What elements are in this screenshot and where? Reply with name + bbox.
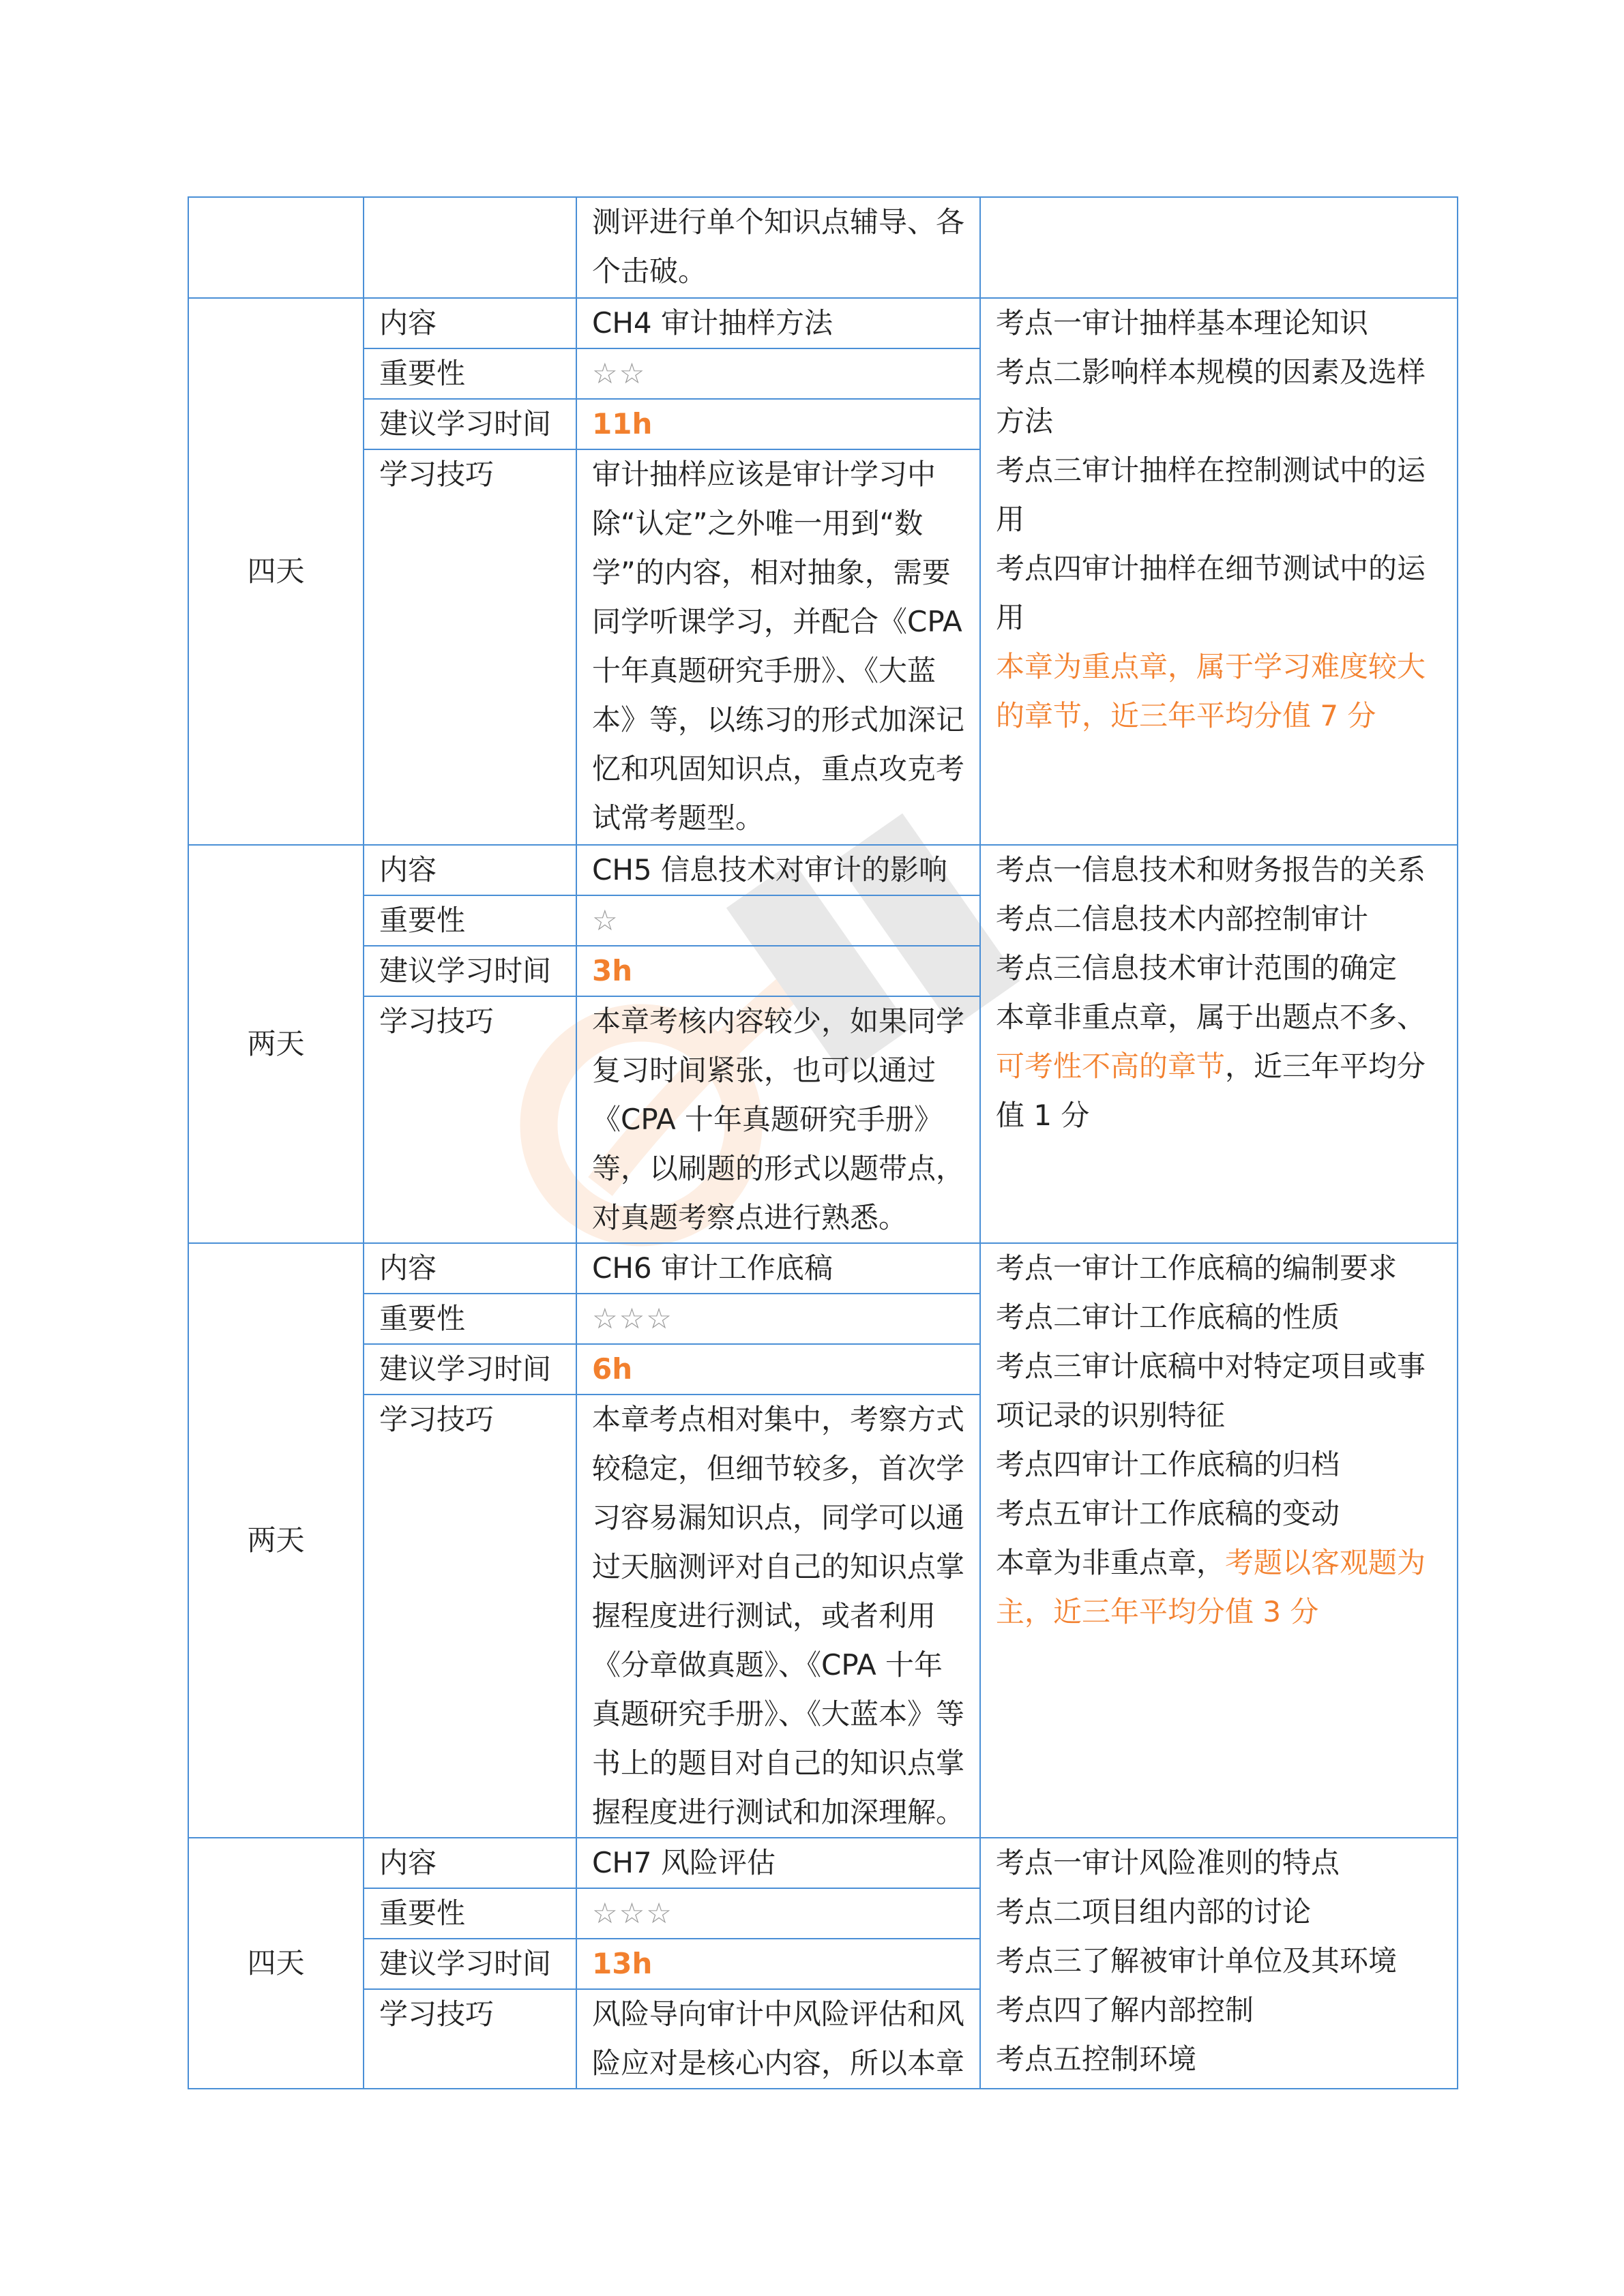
ch4-importance-stars: ☆☆ xyxy=(576,348,980,399)
ch4-point-2: 考点二影响样本规模的因素及选样方法 xyxy=(996,355,1426,438)
ch7-days: 四天 xyxy=(188,1838,364,2089)
time-label: 建议学习时间 xyxy=(364,399,576,449)
skill-cell-continued: 测评进行单个知识点辅导、各个击破。 xyxy=(576,197,980,298)
ch5-summary-tail: ，近三年平均分值 1 分 xyxy=(996,1049,1426,1132)
ch4-content-row xyxy=(188,298,1458,348)
ch6-content-row xyxy=(188,1243,1458,1294)
content-label: 内容 xyxy=(364,1243,576,1294)
ch4-time: 11h xyxy=(576,399,980,449)
skill-label: 学习技巧 xyxy=(364,996,576,1243)
importance-label: 重要性 xyxy=(364,1294,576,1344)
days-cell-empty xyxy=(188,197,364,298)
ch5-points xyxy=(980,845,1458,1243)
ch7-point-3: 考点三了解被审计单位及其环境 xyxy=(996,1944,1398,1978)
ch7-point-4: 考点四了解内部控制 xyxy=(996,1993,1254,2027)
ch7-importance-stars: ☆☆☆ xyxy=(576,1888,980,1939)
ch6-point-2: 考点二审计工作底稿的性质 xyxy=(996,1300,1340,1334)
time-label: 建议学习时间 xyxy=(364,1939,576,1989)
content-label: 内容 xyxy=(364,1838,576,1888)
ch7-skill: 风险导向审计中风险评估和风险应对是核心内容，所以本章 xyxy=(576,1989,980,2089)
ch7-point-2: 考点二项目组内部的讨论 xyxy=(996,1895,1312,1928)
ch4-point-1: 考点一审计抽样基本理论知识 xyxy=(996,306,1369,340)
ch6-content: CH6 审计工作底稿 xyxy=(576,1243,980,1294)
ch5-summary-plain: 本章非重点章，属于出题点不多、 xyxy=(996,1000,1426,1034)
ch4-summary-highlight: 本章为重点章，属于学习难度较大的章节，近三年平均分值 7 分 xyxy=(996,650,1426,732)
ch4-days: 四天 xyxy=(188,298,364,845)
importance-label: 重要性 xyxy=(364,1888,576,1939)
content-label: 内容 xyxy=(364,298,576,348)
skill-label: 学习技巧 xyxy=(364,1395,576,1838)
ch5-days: 两天 xyxy=(188,845,364,1243)
ch6-summary-plain: 本章为非重点章， xyxy=(996,1546,1226,1579)
ch5-point-1: 考点一信息技术和财务报告的关系 xyxy=(996,853,1426,886)
importance-label: 重要性 xyxy=(364,895,576,946)
label-cell-empty xyxy=(364,197,576,298)
ch6-point-3: 考点三审计底稿中对特定项目或事项记录的识别特征 xyxy=(996,1350,1426,1432)
ch5-point-2: 考点二信息技术内部控制审计 xyxy=(996,902,1369,936)
ch6-point-4: 考点四审计工作底稿的归档 xyxy=(996,1448,1340,1481)
ch5-content: CH5 信息技术对审计的影响 xyxy=(576,845,980,895)
ch6-point-1: 考点一审计工作底稿的编制要求 xyxy=(996,1251,1398,1285)
ch6-points xyxy=(980,1243,1458,1838)
skill-label: 学习技巧 xyxy=(364,1989,576,2089)
ch6-summary-highlight: 考题以客观题为主，近三年平均分值 3 分 xyxy=(996,1546,1426,1628)
ch4-point-3: 考点三审计抽样在控制测试中的运用 xyxy=(996,453,1426,536)
ch6-point-5: 考点五审计工作底稿的变动 xyxy=(996,1497,1340,1530)
points-cell-empty xyxy=(980,197,1458,298)
ch5-content-row xyxy=(188,845,1458,895)
continuation-row xyxy=(188,197,1458,298)
ch4-content: CH4 审计抽样方法 xyxy=(576,298,980,348)
ch7-content: CH7 风险评估 xyxy=(576,1838,980,1888)
ch4-points xyxy=(980,298,1458,845)
time-label: 建议学习时间 xyxy=(364,946,576,996)
content-label: 内容 xyxy=(364,845,576,895)
ch6-days: 两天 xyxy=(188,1243,364,1838)
ch6-skill: 本章考点相对集中，考察方式较稳定，但细节较多，首次学习容易漏知识点，同学可以通过天脑测评对自己的知识点掌握程度进行测试，或者利用《分章做真题》、《CPA 十年真题研究手册》、《大蓝本》等书上的题目对自己的知识点掌握程度进行测试和加深理解。 xyxy=(576,1395,980,1838)
ch7-point-1: 考点一审计风险准则的特点 xyxy=(996,1846,1340,1879)
ch7-time: 13h xyxy=(576,1939,980,1989)
ch5-skill: 本章考核内容较少，如果同学复习时间紧张，也可以通过《CPA 十年真题研究手册》等，以刷题的形式以题带点，对真题考察点进行熟悉。 xyxy=(576,996,980,1243)
ch5-point-3: 考点三信息技术审计范围的确定 xyxy=(996,951,1398,985)
ch4-point-4: 考点四审计抽样在细节测试中的运用 xyxy=(996,552,1426,634)
ch5-importance-stars: ☆ xyxy=(576,895,980,946)
ch7-content-row xyxy=(188,1838,1458,1888)
ch4-skill: 审计抽样应该是审计学习中除“认定”之外唯一用到“数学”的内容，相对抽象，需要同学听课学习，并配合《CPA十年真题研究手册》、《大蓝本》等，以练习的形式加深记忆和巩固知识点，重点攻克考试常考题型。 xyxy=(576,449,980,845)
ch5-summary-highlight: 可考性不高的章节 xyxy=(996,1049,1226,1083)
ch7-points xyxy=(980,1838,1458,2089)
importance-label: 重要性 xyxy=(364,348,576,399)
ch6-importance-stars: ☆☆☆ xyxy=(576,1294,980,1344)
ch7-point-5: 考点五控制环境 xyxy=(996,2042,1197,2076)
skill-label: 学习技巧 xyxy=(364,449,576,845)
study-plan-table xyxy=(188,196,1458,2089)
ch6-time: 6h xyxy=(576,1344,980,1395)
ch5-time: 3h xyxy=(576,946,980,996)
time-label: 建议学习时间 xyxy=(364,1344,576,1395)
